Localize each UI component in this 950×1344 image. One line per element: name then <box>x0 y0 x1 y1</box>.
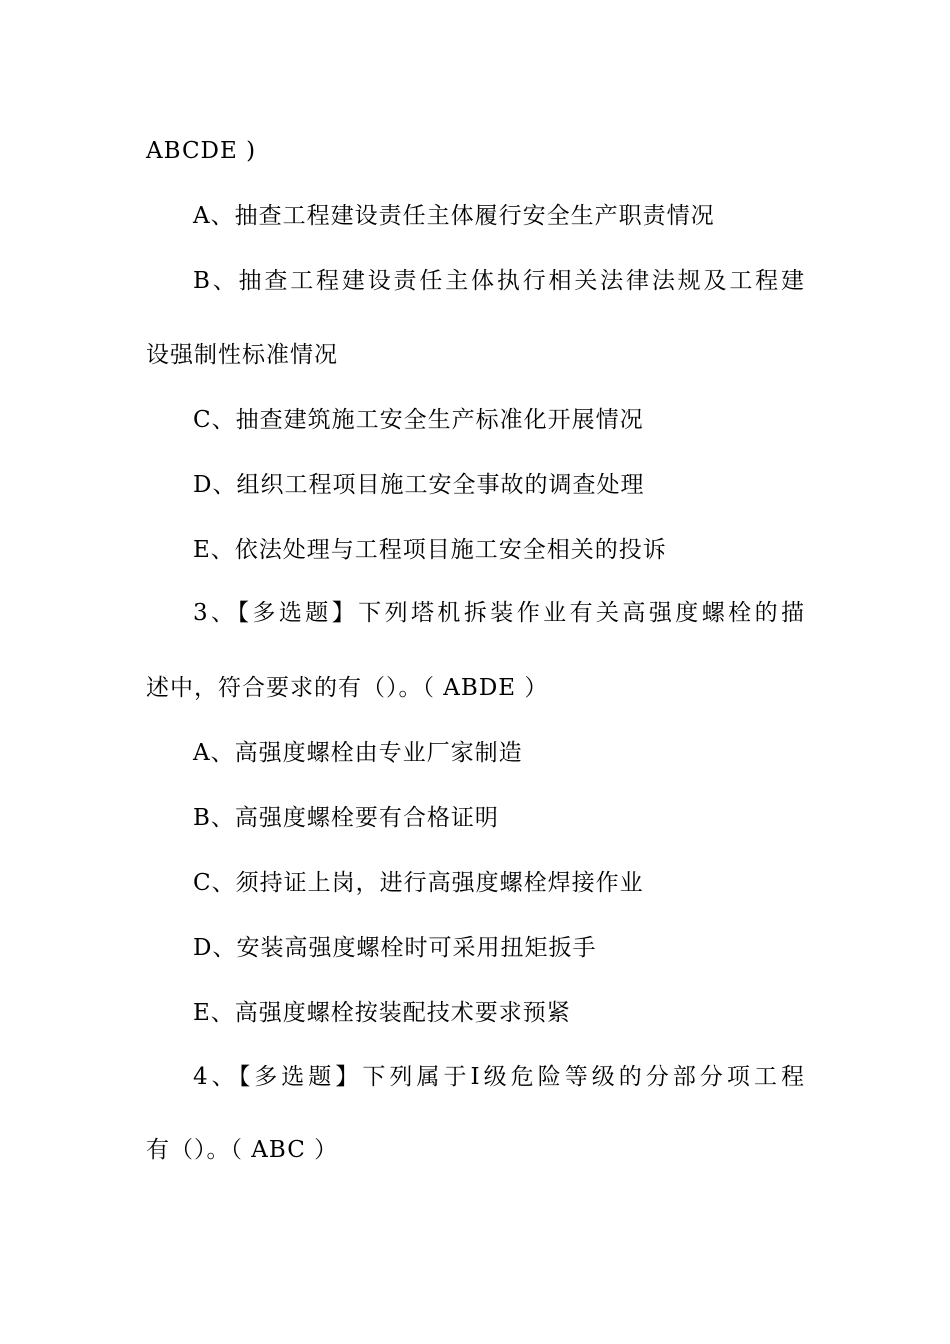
q2-answer-tail: ABCDE ) <box>146 138 257 164</box>
q2-option-b-line1: B、抽查工程建设责任主体执行相关法律法规及工程建 <box>193 268 805 294</box>
q3-option-a: A、高强度螺栓由专业厂家制造 <box>193 740 523 766</box>
q4-stem-line1: 4、【多选题】下列属于Ⅰ级危险等级的分部分项工程 <box>193 1064 805 1090</box>
q2-option-c: C、抽查建筑施工安全生产标准化开展情况 <box>193 407 644 433</box>
q3-stem-line2: 述中，符合要求的有（）。（ ABDE ） <box>146 675 549 701</box>
q3-option-b: B、高强度螺栓要有合格证明 <box>193 805 499 831</box>
q2-option-d: D、组织工程项目施工安全事故的调查处理 <box>193 472 645 498</box>
q2-option-b-line2: 设强制性标准情况 <box>146 342 338 368</box>
q3-option-c: C、须持证上岗，进行高强度螺栓焊接作业 <box>193 870 644 896</box>
q4-stem-line2: 有（）。（ ABC ） <box>146 1137 339 1163</box>
q3-stem-line1: 3、【多选题】下列塔机拆装作业有关高强度螺栓的描 <box>193 600 805 626</box>
q2-option-a: A、抽查工程建设责任主体履行安全生产职责情况 <box>193 203 715 229</box>
q3-option-d: D、安装高强度螺栓时可采用扭矩扳手 <box>193 935 597 961</box>
q2-option-e: E、依法处理与工程项目施工安全相关的投诉 <box>193 537 667 563</box>
q3-option-e: E、高强度螺栓按装配技术要求预紧 <box>193 1000 571 1026</box>
